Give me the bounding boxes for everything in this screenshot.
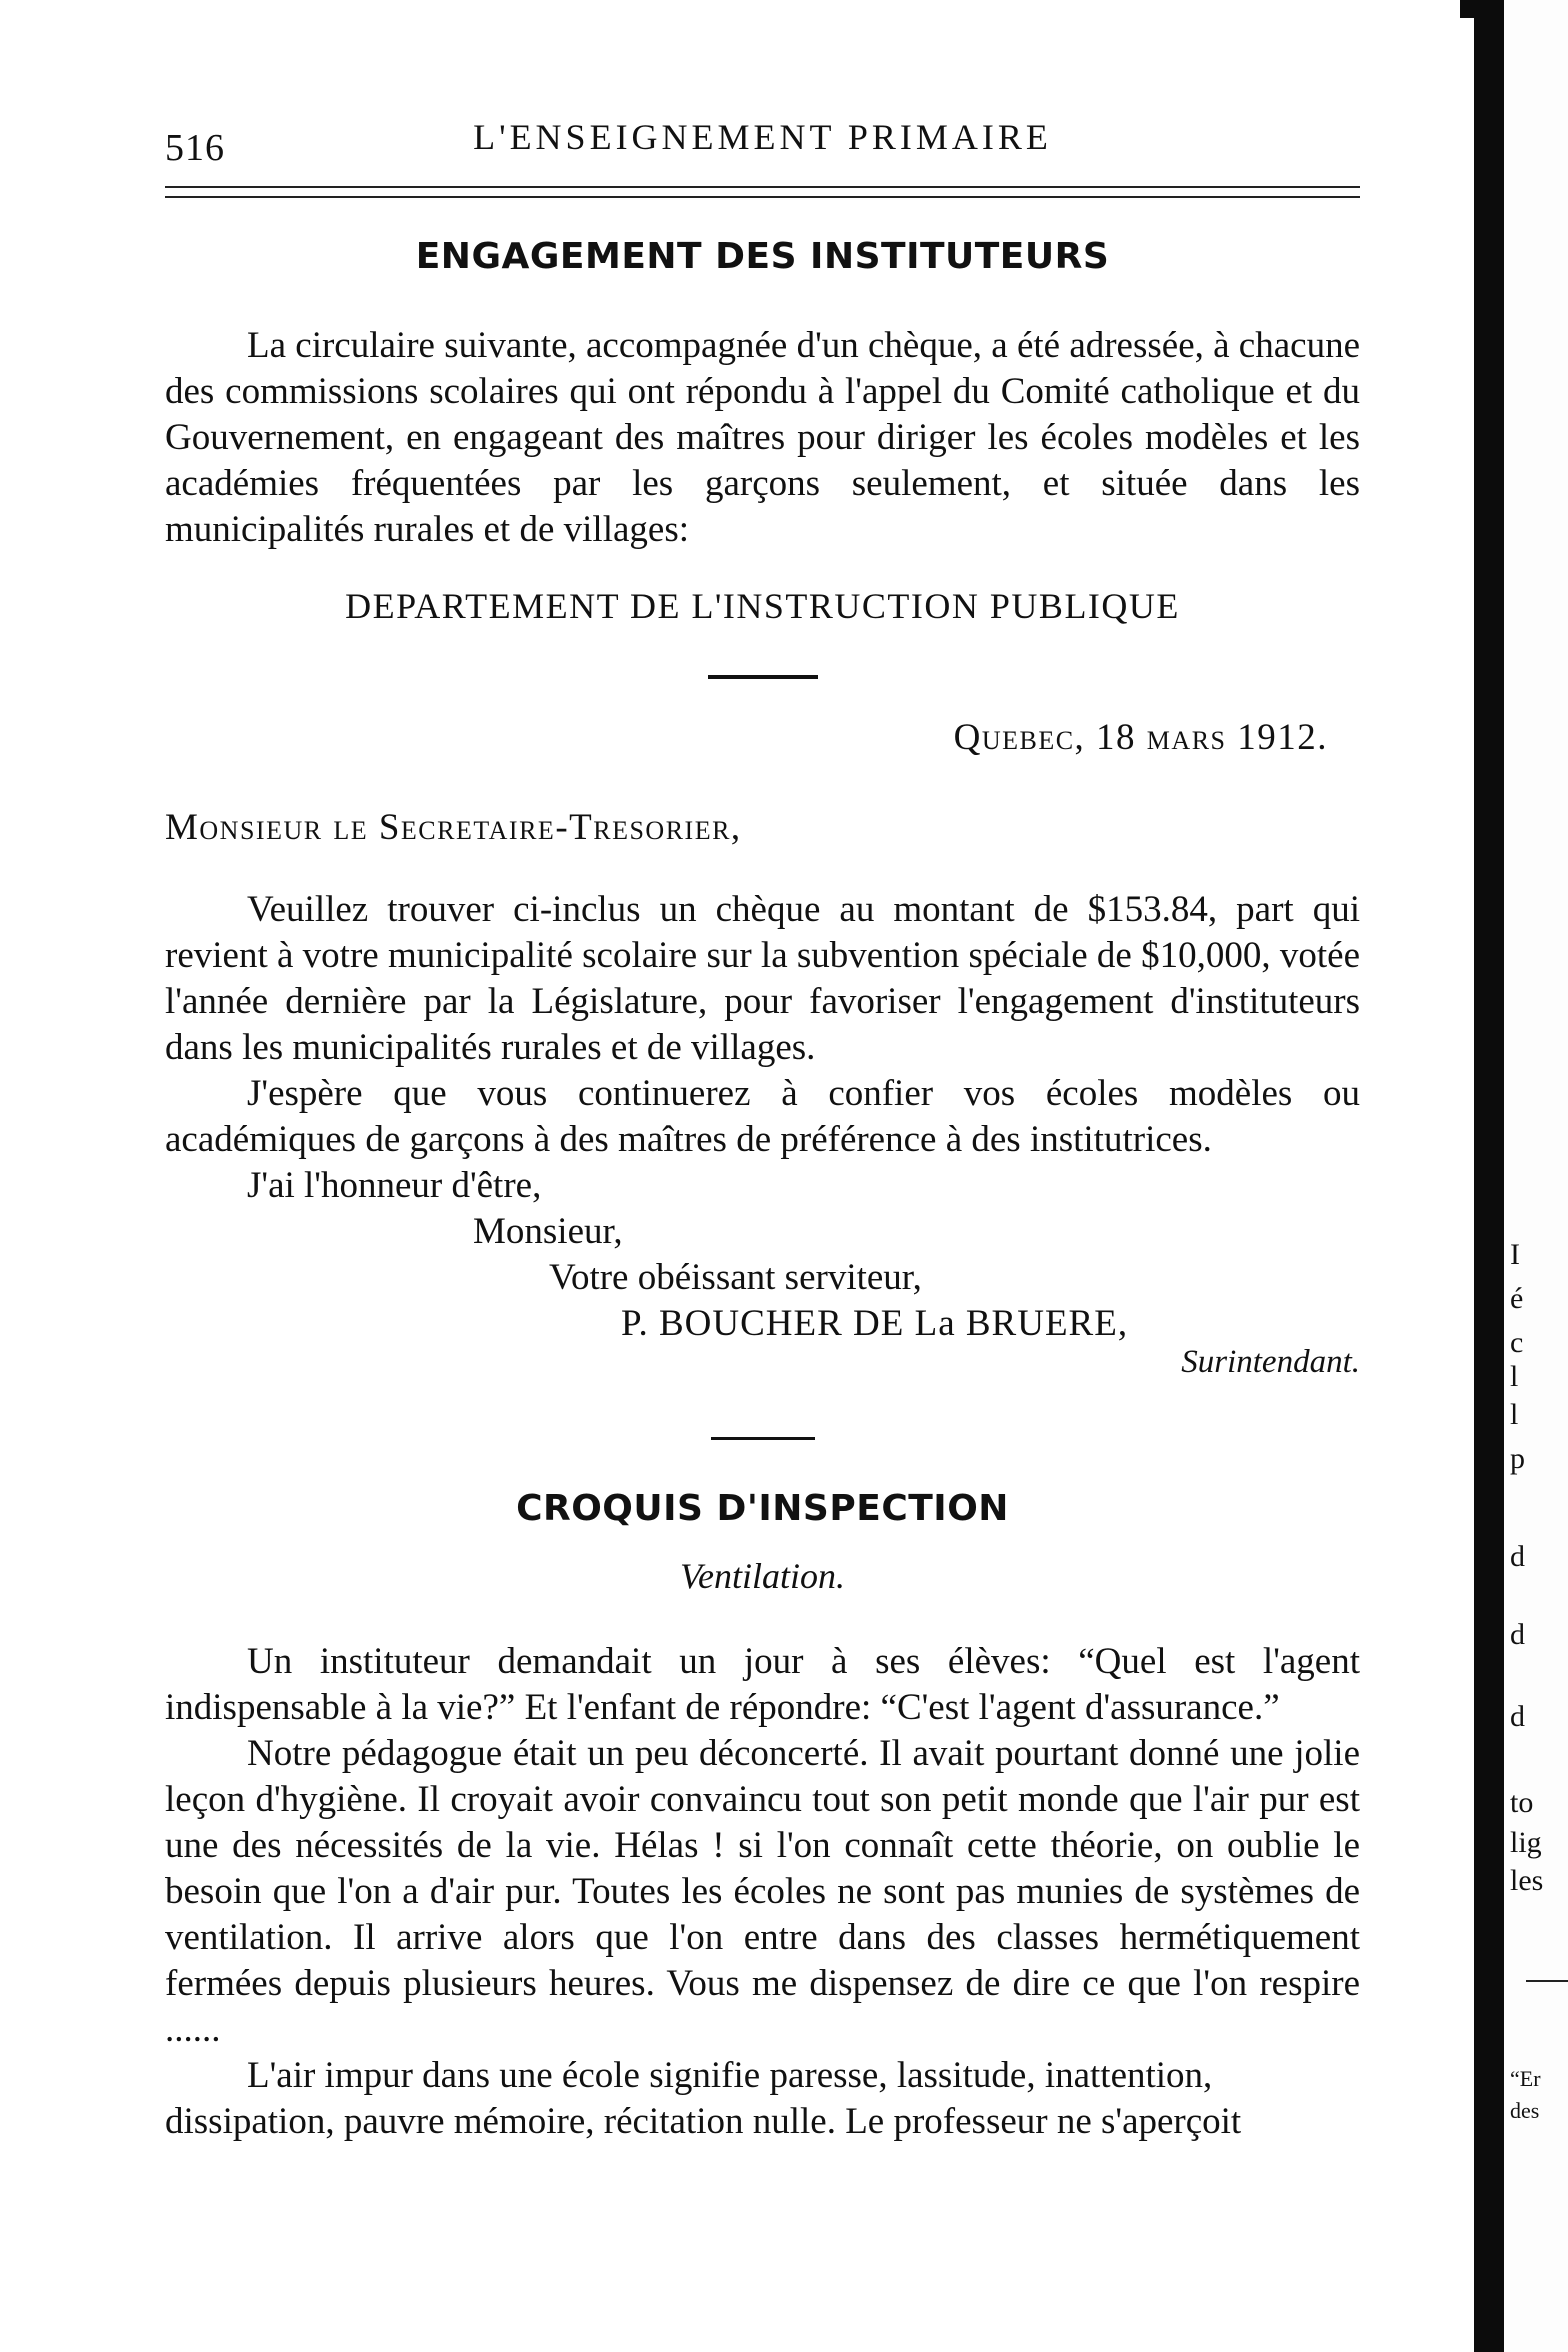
- department-heading: DEPARTEMENT DE L'INSTRUCTION PUBLIQUE: [345, 586, 1180, 626]
- croquis-paragraph-2: Notre pédagogue était un peu déconcerté. Il avait pourtant donné une jolie leçon d'hygiène. Il croyait avoir convaincu tout son petit monde que l'air pur est une des nécessités de la vie. Hélas ! si l'on connaît cette théorie, on oublie le besoin que l'on a d'air pur. Toutes les écoles ne sont pas munies de systèmes de ventilation. Il arrive alors que l'on entre dans des classes hermétiquement fermées depuis plusieurs heures. Vous me dispensez de dire ce que l'on respire ......: [165, 1733, 1360, 2050]
- adjacent-fragment: d: [1510, 1540, 1525, 1573]
- header-double-rule: [165, 186, 1360, 198]
- section-title-engagement: ENGAGEMENT DES INSTITUTEURS: [415, 236, 1110, 277]
- binding-gutter: [1474, 0, 1504, 2352]
- adjacent-fragment: l: [1510, 1398, 1519, 1431]
- running-title: L'ENSEIGNEMENT PRIMAIRE: [473, 117, 1052, 157]
- adjacent-fragment: des: [1510, 2098, 1540, 2123]
- adjacent-fragment: lig: [1510, 1826, 1542, 1859]
- croquis-paragraph-1: Un instituteur demandait un jour à ses élèves: “Quel est l'agent indispensable à la vie?” Et l'enfant de répondre: “C'est l'agent d'assurance.”: [165, 1641, 1360, 1728]
- adjacent-fragment: to: [1510, 1786, 1534, 1819]
- page-number: 516: [165, 127, 225, 169]
- adjacent-fragment: é: [1510, 1282, 1524, 1315]
- separator-rule: [711, 1437, 815, 1440]
- adjacent-fragment: “Er: [1510, 2066, 1541, 2091]
- adjacent-fragment: les: [1510, 1864, 1544, 1897]
- intro-paragraph: La circulaire suivante, accompagnée d'un chèque, a été adressée, à chacune des commissions scolaires qui ont répondu à l'appel du Comité catholique et du Gouvernement, en engageant des maîtres pour diriger les écoles modèles et les académies fréquentées par les garçons seulement, et située dans les municipalités rurales et de villages:: [165, 325, 1360, 550]
- croquis-paragraph-3: L'air impur dans une école signifie paresse, lassitude, inattention, dissipation, pauvre mémoire, récitation nulle. Le professeur ne s'aperçoit: [165, 2055, 1242, 2142]
- adjacent-fragment: l: [1510, 1360, 1519, 1393]
- letter-paragraph-1: Veuillez trouver ci-inclus un chèque au montant de $153.84, part qui revient à votre municipalité scolaire sur la subvention spéciale de $10,000, votée l'année dernière par la Législature, pour favoriser l'engagement d'instituteurs dans les municipalités rurales et de villages.: [165, 889, 1360, 1068]
- adjacent-fragment: c: [1510, 1326, 1524, 1359]
- dateline: Quebec, 18 mars 1912.: [953, 717, 1328, 758]
- adjacent-fragment: I: [1510, 1238, 1520, 1271]
- salutation: Monsieur le Secretaire-Tresorier,: [165, 807, 742, 848]
- adjacent-page-edge: [1504, 0, 1568, 2352]
- section-title-croquis: CROQUIS D'INSPECTION: [516, 1488, 1009, 1529]
- adjacent-rule: [1526, 1980, 1568, 1982]
- separator-rule: [708, 675, 818, 679]
- page-content: [165, 230, 1360, 2145]
- page-header: [165, 110, 1360, 169]
- signature-title: Surintendant.: [1181, 1344, 1360, 1380]
- letter-paragraph-2: J'espère que vous continuerez à confier vos écoles modèles ou académiques de garçons à des maîtres de préférence à des institutrices.: [165, 1073, 1360, 1160]
- adjacent-fragment: p: [1510, 1442, 1525, 1475]
- closing-line-1: J'ai l'honneur d'être,: [247, 1165, 542, 1206]
- closing-line-3: Votre obéissant serviteur,: [549, 1257, 922, 1298]
- section-subtitle: Ventilation.: [680, 1556, 845, 1596]
- adjacent-fragment: d: [1510, 1618, 1525, 1651]
- adjacent-fragment: d: [1510, 1700, 1525, 1733]
- closing-line-2: Monsieur,: [473, 1211, 623, 1252]
- signature: P. BOUCHER DE La BRUERE,: [621, 1303, 1129, 1344]
